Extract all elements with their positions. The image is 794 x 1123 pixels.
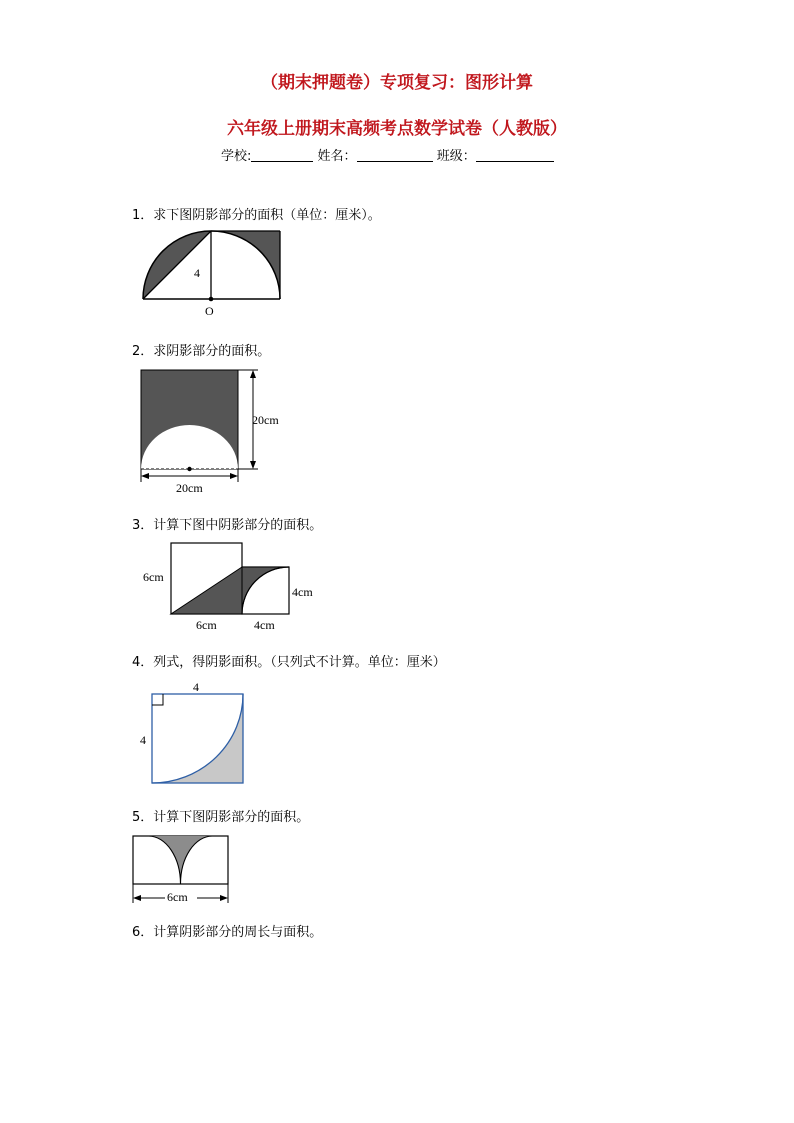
q4-right-angle-mark <box>152 694 163 705</box>
q2-width-arrow-right <box>230 473 238 479</box>
q4-shaded-region <box>152 694 243 783</box>
question-6-text: 6．计算阴影部分的周长与面积。 <box>132 925 323 940</box>
q2-height-arrow-down <box>250 461 256 469</box>
school-label: 学校: <box>221 149 252 164</box>
question-4-figure <box>136 678 251 788</box>
q2-height-arrow-up <box>250 370 256 378</box>
question-1-figure <box>138 226 288 321</box>
q2-width-arrow-left <box>141 473 149 479</box>
name-field[interactable] <box>357 148 433 162</box>
q4-label-top: 4 <box>193 680 199 694</box>
question-2-figure <box>135 364 295 496</box>
q1-label-center: O <box>205 304 214 318</box>
student-info-line <box>221 145 554 164</box>
question-3-text: 3．计算下图中阴影部分的面积。 <box>132 518 323 533</box>
name-label: 姓名： <box>317 149 357 164</box>
q5-width-arrow-left <box>133 895 141 901</box>
question-1-text: 1．求下图阴影部分的面积（单位：厘米）。 <box>132 208 381 223</box>
q4-label-left: 4 <box>140 733 146 747</box>
question-3-figure <box>140 540 325 635</box>
class-label: 班级： <box>436 149 476 164</box>
q2-label-width: 20cm <box>176 481 203 495</box>
q5-width-arrow-right <box>220 895 228 901</box>
document-title: （期末押题卷）专项复习：图形计算 <box>261 73 533 93</box>
question-5-figure <box>127 830 237 910</box>
question-5-text: 5．计算下图阴影部分的面积。 <box>132 810 310 825</box>
q5-label-width: 6cm <box>167 890 188 904</box>
q2-center-dot <box>187 467 191 471</box>
school-field[interactable] <box>251 148 313 162</box>
question-4-text: 4．列式，得阴影面积。（只列式不计算。单位：厘米） <box>132 655 446 670</box>
q2-label-height: 20cm <box>252 413 279 427</box>
question-2-text: 2．求阴影部分的面积。 <box>132 344 271 359</box>
q3-label-right-width: 4cm <box>254 618 275 632</box>
class-field[interactable] <box>476 148 554 162</box>
document-subtitle: 六年级上册期末高频考点数学试卷（人教版） <box>227 119 567 139</box>
q1-center-dot <box>209 297 214 302</box>
q1-label-side: 4 <box>194 266 200 280</box>
q3-label-left-width: 6cm <box>196 618 217 632</box>
q3-label-right-height: 4cm <box>292 585 313 599</box>
q3-label-left-height: 6cm <box>143 570 164 584</box>
